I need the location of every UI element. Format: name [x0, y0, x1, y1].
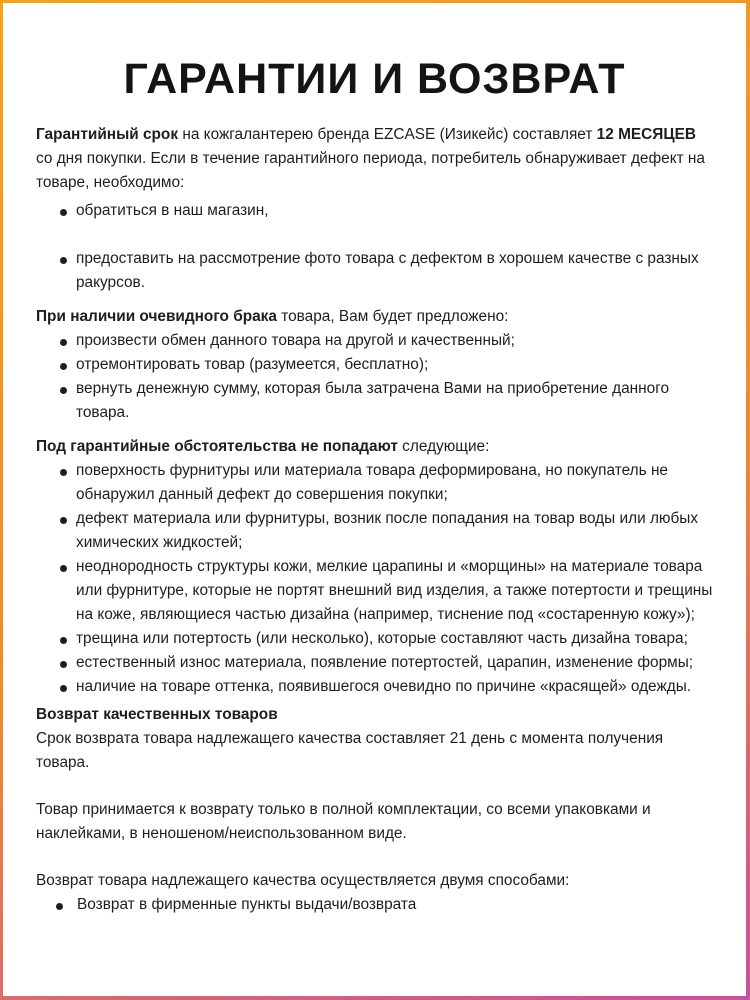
list-item: Возврат в фирменные пункты выдачи/возврата — [36, 893, 716, 917]
list-item: дефект материала или фурнитуры, возник после попадания на товар воды или любых химических жидкостей; — [36, 507, 716, 555]
warranty-paragraph — [36, 123, 716, 195]
list-item: поверхность фурнитуры или материала товара деформирована, но покупатель не обнаружил данный дефект до совершения покупки; — [36, 459, 716, 507]
returns-methods-text: Возврат товара надлежащего качества осуществляется двумя способами: — [36, 872, 570, 889]
list-item: предоставить на рассмотрение фото товара с дефектом в хорошем качестве с разных ракурсов. — [36, 247, 716, 295]
page-title: ГАРАНТИИ И ВОЗВРАТ — [123, 55, 626, 103]
returns-heading — [36, 703, 716, 727]
returns-heading-text: Возврат качественных товаров — [36, 706, 278, 723]
exclusions-list — [36, 459, 716, 699]
list-item: естественный износ материала, появление потертостей, царапин, изменение формы; — [36, 651, 716, 675]
list-item: трещина или потертость (или несколько), которые составляют часть дизайна товара; — [36, 627, 716, 651]
warranty-list — [36, 199, 716, 295]
list-item: отремонтировать товар (разумеется, бесплатно); — [36, 353, 716, 377]
warranty-period: 12 МЕСЯЦЕВ — [596, 126, 696, 143]
exclusions-label: Под гарантийные обстоятельства не попадают — [36, 438, 398, 455]
content — [36, 123, 716, 917]
returns-methods-list — [36, 893, 716, 917]
list-item: обратиться в наш магазин, — [36, 199, 716, 223]
page — [3, 3, 746, 996]
defect-paragraph — [36, 305, 716, 329]
list-item: наличие на товаре оттенка, появившегося очевидно по причине «красящей» одежды. — [36, 675, 716, 699]
warranty-text-1: на кожгалантерею бренда EZCASE (Изикейс) составляет — [178, 126, 597, 143]
list-item: произвести обмен данного товара на другой и качественный; — [36, 329, 716, 353]
defect-label: При наличии очевидного брака — [36, 308, 277, 325]
list-item: вернуть денежную сумму, которая была затрачена Вами на приобретение данного товара. — [36, 377, 716, 425]
returns-completeness-text: Товар принимается к возврату только в полной комплектации, со всеми упаковками и наклейками, в неношеном/неиспользованном виде. — [36, 801, 651, 842]
warranty-label: Гарантийный срок — [36, 126, 179, 143]
defect-text: товара, Вам будет предложено: — [276, 308, 509, 325]
defect-list — [36, 329, 716, 425]
exclusions-paragraph — [36, 435, 716, 459]
list-item: неоднородность структуры кожи, мелкие царапины и «морщины» на материале товара или фурнитуре, которые не портят внешний вид изделия, а также потертости и трещины на коже, являющиеся частью дизайна (например, тиснение под «состаренную кожу»); — [36, 555, 716, 627]
returns-period-text: Срок возврата товара надлежащего качества составляет 21 день с момента получения товара. — [36, 730, 664, 771]
exclusions-text: следующие: — [397, 438, 490, 455]
warranty-text-2: со дня покупки. Если в течение гарантийного периода, потребитель обнаруживает дефект на товаре, необходимо: — [36, 150, 705, 191]
